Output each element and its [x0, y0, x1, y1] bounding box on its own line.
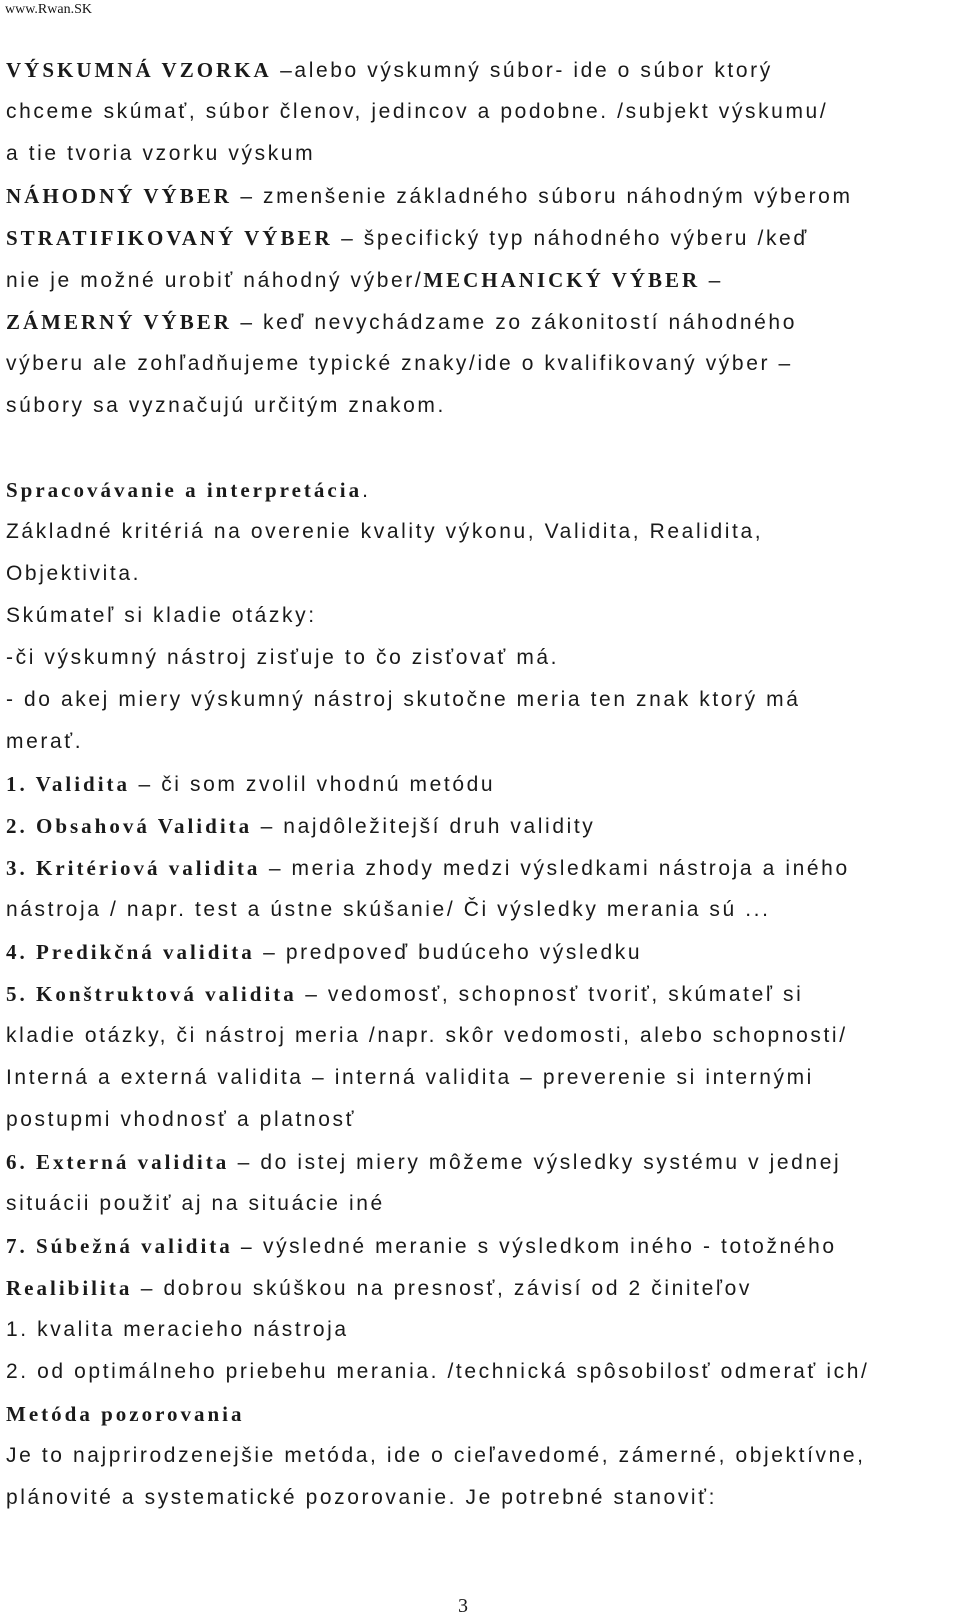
text-line [6, 604, 317, 628]
line-text: - do akej miery výskumný nástroj skutočne meria ten znak ktorý má [6, 688, 801, 711]
line-text: nástroja / napr. test a ústne skúšanie/ Či výsledky merania sú ... [6, 898, 771, 921]
line-text: výsledné meranie s výsledkom iného - totožného [254, 1235, 837, 1258]
line-text: kladie otázky, či nástroj meria /napr. skôr vedomosti, alebo schopnosti/ [6, 1024, 848, 1047]
text-line [6, 982, 803, 1007]
text-line [6, 772, 495, 797]
line-text: Interná a externá validita – interná validita – preverenie si internými [6, 1066, 814, 1089]
text-line [6, 730, 83, 754]
text-line [6, 268, 723, 293]
bold-term: 2. Obsahová Validita [6, 814, 253, 838]
line-text: –alebo výskumný súbor- ide o súbor ktorý [271, 59, 773, 82]
text-line [6, 1444, 866, 1468]
line-text: – keď nevychádzame zo zákonitostí náhodného [231, 311, 797, 334]
line-text: – [700, 269, 723, 292]
page-number: 3 [458, 1595, 468, 1617]
text-line [6, 184, 853, 209]
line-text: – vedomosť, schopnosť tvoriť, skúmateľ si [296, 983, 804, 1006]
bold-term: Realibilita [6, 1276, 133, 1300]
text-line [6, 562, 141, 586]
text-line [6, 58, 773, 83]
bold-term: NÁHODNÝ VÝBER [6, 184, 232, 208]
text-line [6, 940, 642, 965]
text-line [6, 856, 850, 881]
bold-term: 4. Predikčná validita [6, 940, 255, 964]
line-text: . [362, 479, 371, 502]
line-text: chceme skúmať, súbor členov, jedincov a podobne. /subjekt výskumu/ [6, 100, 829, 123]
text-line [6, 1192, 385, 1216]
line-text: nie je možné urobiť náhodný výber/ [6, 269, 424, 292]
line-text: postupmi vhodnosť a platnosť [6, 1108, 357, 1131]
text-line [6, 352, 793, 376]
text-line [6, 1486, 717, 1510]
bold-term: STRATIFIKOVANÝ VÝBER [6, 226, 333, 250]
text-line [6, 688, 801, 712]
site-watermark: www.Rwan.SK [5, 2, 92, 17]
bold-term: ZÁMERNÝ VÝBER [6, 310, 232, 334]
line-text: situácii použiť aj na situácie iné [6, 1192, 385, 1215]
text-line [6, 1234, 837, 1259]
text-line [6, 646, 559, 670]
text-line [6, 142, 315, 166]
text-line [6, 226, 809, 251]
line-text: Objektivita. [6, 562, 142, 585]
text-line [6, 1402, 245, 1427]
line-text: plánovité a systematické pozorovanie. Je potrebné stanoviť: [6, 1486, 718, 1509]
text-line [6, 1150, 841, 1175]
text-line [6, 1276, 752, 1301]
line-text: – najdôležitejší druh validity [252, 815, 596, 838]
text-line [6, 898, 771, 922]
text-line [6, 814, 595, 839]
text-line [6, 1024, 848, 1048]
bold-term: 1. Validita [6, 772, 131, 796]
text-line [6, 1108, 356, 1132]
text-line [6, 394, 446, 418]
bold-term: MECHANICKÝ VÝBER [423, 268, 701, 292]
line-text: Základné kritériá na overenie kvality výkonu, Validita, Realidita, [6, 520, 764, 543]
text-line [6, 1066, 814, 1090]
bold-term: 5. Konštruktová validita [6, 982, 297, 1006]
line-text: -či výskumný nástroj zisťuje to čo zisťovať má. [6, 646, 560, 669]
line-text: merať. [6, 730, 84, 753]
text-line [6, 310, 797, 335]
line-text: Skúmateľ si kladie otázky: [6, 604, 317, 627]
line-text: – zmenšenie základného súboru náhodným výberom [231, 185, 853, 208]
line-text: a tie tvoria vzorku výskum [6, 142, 316, 165]
line-text: – do istej miery môžeme výsledky systému v jednej [229, 1151, 842, 1174]
line-text: – dobrou skúškou na presnosť, závisí od 2 činiteľov [132, 1277, 752, 1300]
line-text: – meria zhody medzi výsledkami nástroja a iného [260, 857, 850, 880]
bold-term: Spracovávanie a interpretácia [6, 478, 363, 502]
line-text: – či som zvolil vhodnú metódu [130, 773, 496, 796]
line-text: 2. od optimálneho priebehu merania. /technická spôsobilosť odmerať ich/ [6, 1360, 870, 1383]
bold-term: 6. Externá validita [6, 1150, 230, 1174]
bold-term: Metóda pozorovania [6, 1402, 245, 1426]
text-line [6, 478, 371, 503]
line-text: Je to najprirodzenejšie metóda, ide o cieľavedomé, zámerné, objektívne, [6, 1444, 866, 1467]
line-text: 1. kvalita meracieho nástroja [6, 1318, 349, 1341]
text-line [6, 100, 828, 124]
line-text: výberu ale zohľadňujeme typické znaky/ide o kvalifikovaný výber – [6, 352, 793, 375]
line-text: súbory sa vyznačujú určitým znakom. [6, 394, 446, 417]
text-line [6, 520, 763, 544]
text-line [6, 1360, 869, 1384]
bold-term: 7. Súbežná validita – [6, 1234, 255, 1258]
bold-term: VÝSKUMNÁ VZORKA [6, 58, 272, 82]
line-text: – špecifický typ náhodného výberu /keď [332, 227, 809, 250]
text-line [6, 1318, 349, 1342]
bold-term: 3. Kritériová validita [6, 856, 261, 880]
line-text: – predpoveď budúceho výsledku [254, 941, 643, 964]
